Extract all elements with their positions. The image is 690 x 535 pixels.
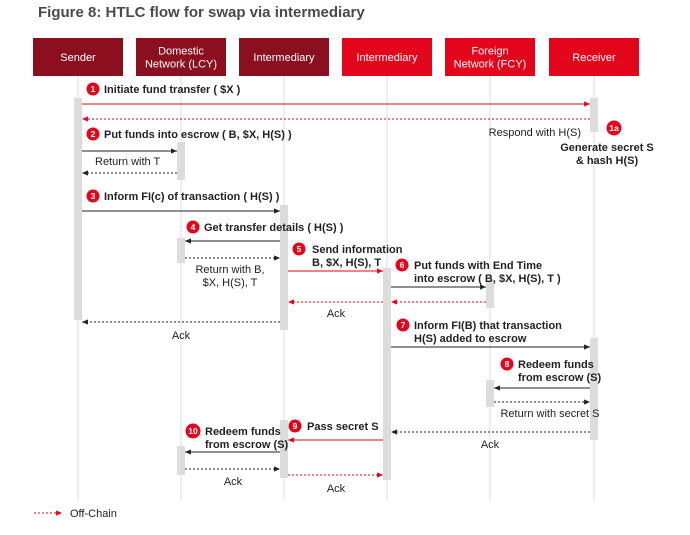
message-label: Return with secret S	[500, 408, 600, 420]
activation-bar	[486, 380, 494, 407]
message-label: Return with T	[95, 156, 161, 168]
message-label: Respond with H(S)	[488, 127, 581, 139]
activation-bar	[74, 98, 82, 320]
message-label: Redeem funds	[205, 426, 281, 438]
participant-label: Network (LCY)	[144, 58, 218, 71]
step-badge-number: 1a	[609, 123, 619, 133]
message-label: H(S) added to escrow	[414, 333, 527, 345]
message-label: Redeem funds	[518, 359, 594, 371]
participant-label: Foreign	[471, 45, 509, 58]
message-label: Ack	[326, 308, 346, 320]
activation-bar	[177, 446, 185, 475]
message-label: from escrow (S)	[205, 439, 289, 451]
message-label: Ack	[171, 330, 191, 342]
message-label: into escrow ( B, $X, H(S), T )	[414, 273, 561, 285]
message-label: Return with B,	[195, 264, 265, 276]
figure-title: Figure 8: HTLC flow for swap via intermediary	[38, 4, 365, 21]
participant-label: Receiver	[572, 52, 616, 64]
step-badge-number: 1	[90, 84, 96, 94]
activation-bar	[177, 238, 185, 263]
message-label: Send information	[312, 244, 403, 256]
activation-bar	[590, 98, 598, 132]
message-label: Put funds into escrow ( B, $X, H(S) )	[104, 129, 292, 141]
participant-label: Sender	[60, 52, 96, 64]
participant-label: Intermediary	[253, 52, 315, 64]
message-label: Initiate fund transfer ( $X )	[104, 84, 241, 96]
message-label: Inform FI(c) of transaction ( H(S) )	[104, 191, 280, 203]
participant-label: Domestic	[158, 45, 204, 58]
legend-off-chain-label: Off-Chain	[70, 508, 117, 520]
message-label: Get transfer details ( H(S) )	[204, 222, 344, 234]
activation-bar	[590, 338, 598, 440]
message-label: Inform FI(B) that transaction	[414, 320, 562, 332]
step-badge-number: 10	[188, 426, 198, 436]
activation-bar	[383, 268, 391, 480]
message-label: $X, H(S), T	[202, 277, 258, 289]
step-badge-number: 7	[400, 320, 406, 330]
step-badge-number: 8	[504, 359, 510, 369]
step-badge-number: 6	[399, 260, 405, 270]
message-label: Ack	[326, 483, 346, 495]
step-badge-number: 3	[90, 191, 96, 201]
participant-label: Intermediary	[356, 52, 418, 64]
message-label: from escrow (S)	[518, 372, 602, 384]
activation-bar	[177, 142, 185, 180]
message-label: Put funds with End Time	[414, 260, 543, 272]
participant-label: Network (FCY)	[453, 58, 527, 71]
message-label: Ack	[223, 476, 243, 488]
message-label: & hash H(S)	[575, 155, 639, 167]
step-badge-number: 5	[296, 244, 302, 254]
step-badge-number: 9	[292, 421, 298, 431]
message-label: Pass secret S	[307, 421, 379, 433]
message-label: Generate secret S	[560, 142, 654, 154]
step-badge-number: 2	[90, 129, 96, 139]
message-label: B, $X, H(S), T	[312, 257, 382, 269]
message-label: Ack	[480, 439, 500, 451]
step-badge-number: 4	[190, 222, 196, 232]
